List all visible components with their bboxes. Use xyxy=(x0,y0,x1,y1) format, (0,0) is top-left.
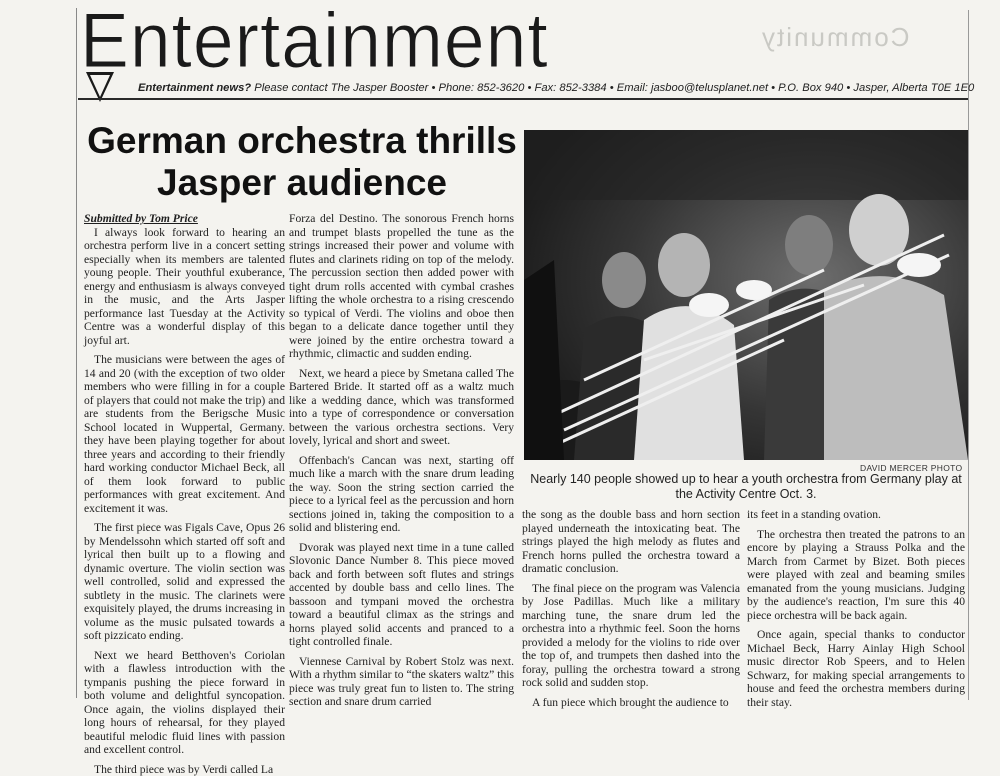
paragraph: Viennese Carnival by Robert Stolz was next. With a rhythm similar to “the skaters waltz” this piece was truly great fun to listen to. The string section and snare drum carried xyxy=(289,655,514,709)
article-column-2 xyxy=(289,212,514,709)
paragraph: its feet in a standing ovation. xyxy=(747,508,965,522)
paragraph: Next, we heard a piece by Smetana called The Bartered Bride. It started off as a waltz much like a wedding dance, which was transformed into a type of correspondence or conversation between the various orchestra sections. Very lovely, lyrical and short and sweet. xyxy=(289,367,514,448)
photo-credit: DAVID MERCER PHOTO xyxy=(860,463,962,473)
article-column-4 xyxy=(747,508,965,709)
header-rule xyxy=(78,98,968,100)
orchestra-photo xyxy=(524,130,968,460)
paragraph: Forza del Destino. The sonorous French horns and trumpet blasts propelled the tune as the strings increased their power and volume with flutes and clarinets riding on top of the melody. The percussion section then added power with tight drum rolls accented with cymbal crashes lifting the whole orchestra to a rising crescendo so typical of Verdi. The violins and oboe then began to a delicate dance together until they were joined by the entire orchestra toward a rhythmic, climactic and sudden ending. xyxy=(289,212,514,361)
article-column-3 xyxy=(522,508,740,709)
bleed-through-stamp: Community xyxy=(760,22,909,53)
paragraph: Next we heard Betthoven's Coriolan with a flawless introduction with the tympanis pushing the piece forward in both volume and delightful syncopation. Once again, the violins displayed their long hours of rehearsal, for they played beautiful melodic fluid lines with passion and excellent control. xyxy=(84,649,285,757)
contact-line-details: Please contact The Jasper Booster • Phone: 852-3620 • Fax: 852-3384 • Email: jasboo@telusplanet.net • P.O. Box 940 • Jasper, Alberta T0E 1E0 xyxy=(254,82,974,94)
article-headline: German orchestra thrills Jasper audience xyxy=(82,120,522,204)
article-byline: Submitted by Tom Price xyxy=(84,212,285,226)
contact-line-lead: Entertainment news? xyxy=(138,82,251,94)
paragraph: Once again, special thanks to conductor Michael Beck, Harry Ainlay High School music director Rob Speers, and to Helen Schwarz, for making special arrangements to house and feed the orchestra members during their stay. xyxy=(747,628,965,709)
paragraph: A fun piece which brought the audience to xyxy=(522,696,740,710)
section-title: Entertainment xyxy=(80,0,549,80)
right-margin-rule xyxy=(968,10,969,700)
paragraph: the song as the double bass and horn section played underneath the intoxicating beat. The strings played the high melody as flutes and French horns pulled the orchestra toward a dramatic conclusion. xyxy=(522,508,740,576)
paragraph: The third piece was by Verdi called La xyxy=(84,763,285,776)
paragraph: The final piece on the program was Valencia by Jose Padillas. Much like a military marching tune, the snare drum led the orchestra into a rhythmic feel. Soon the horns provided a melody for the violins to ride over the top of, and trumpets then dashed into the foray, pulling the orchestra toward a strong rock solid and sudden stop. xyxy=(522,582,740,690)
contact-line xyxy=(138,82,938,94)
paragraph: The first piece was Figals Cave, Opus 26 by Mendelssohn which started off soft and lyrical then built up to a flowing and dynamic overture. The violin section was well controlled, solid and expressed the subtlety in the music. The clarinets were exquisitely played, the drums increasing in volume as the music pulsated towards a soft pizzicato ending. xyxy=(84,521,285,643)
paragraph: The orchestra then treated the patrons to an encore by playing a Strauss Polka and the March from Carmet by Bizet. Both pieces were played with zeal and beaming smiles emanated from the young musicians. Judging by the audience's reaction, I'm sure this 40 piece orchestra will be back again. xyxy=(747,528,965,623)
photo-caption: Nearly 140 people showed up to hear a youth orchestra from Germany play at the Activity Centre Oct. 3. xyxy=(530,472,962,502)
paragraph: The musicians were between the ages of 14 and 20 (with the exception of two older members who were filling in for a couple of players that could not make the trip) and are students from the Berigsche Music School located in Wuppertal, Germany. they have been playing together for about three years and according to their friendly hard working conductor Michael Beck, all of them look forward to public performances with great excitement. And excitement it was. xyxy=(84,353,285,515)
left-margin-rule xyxy=(76,8,77,698)
article-column-1 xyxy=(84,212,285,776)
paragraph: I always look forward to hearing an orchestra perform live in a concert setting especially when its members are talented young people. Their youthful exuberance, energy and enthusiasm is always conveyed in the music, and the Arts Jasper performance last Tuesday at the Activity Centre was a wonderful display of this joyful art. xyxy=(84,226,285,348)
paragraph: Offenbach's Cancan was next, starting off much like a march with the snare drum leading the way. Soon the string section carried the piece to a lyrical feel as the percussion and horn sections joined in, taking the composition to a solid and blistering end. xyxy=(289,454,514,535)
trombone-players-image xyxy=(524,130,968,460)
paragraph: Dvorak was played next time in a tune called Slovonic Dance Number 8. This piece moved back and forth between soft flutes and strings accented by double bass and cello lines. The bassoon and tympani moved the orchestra toward a beautiful climax as the strings and horns played solid accents and pranced to a tight controlled finale. xyxy=(289,541,514,649)
